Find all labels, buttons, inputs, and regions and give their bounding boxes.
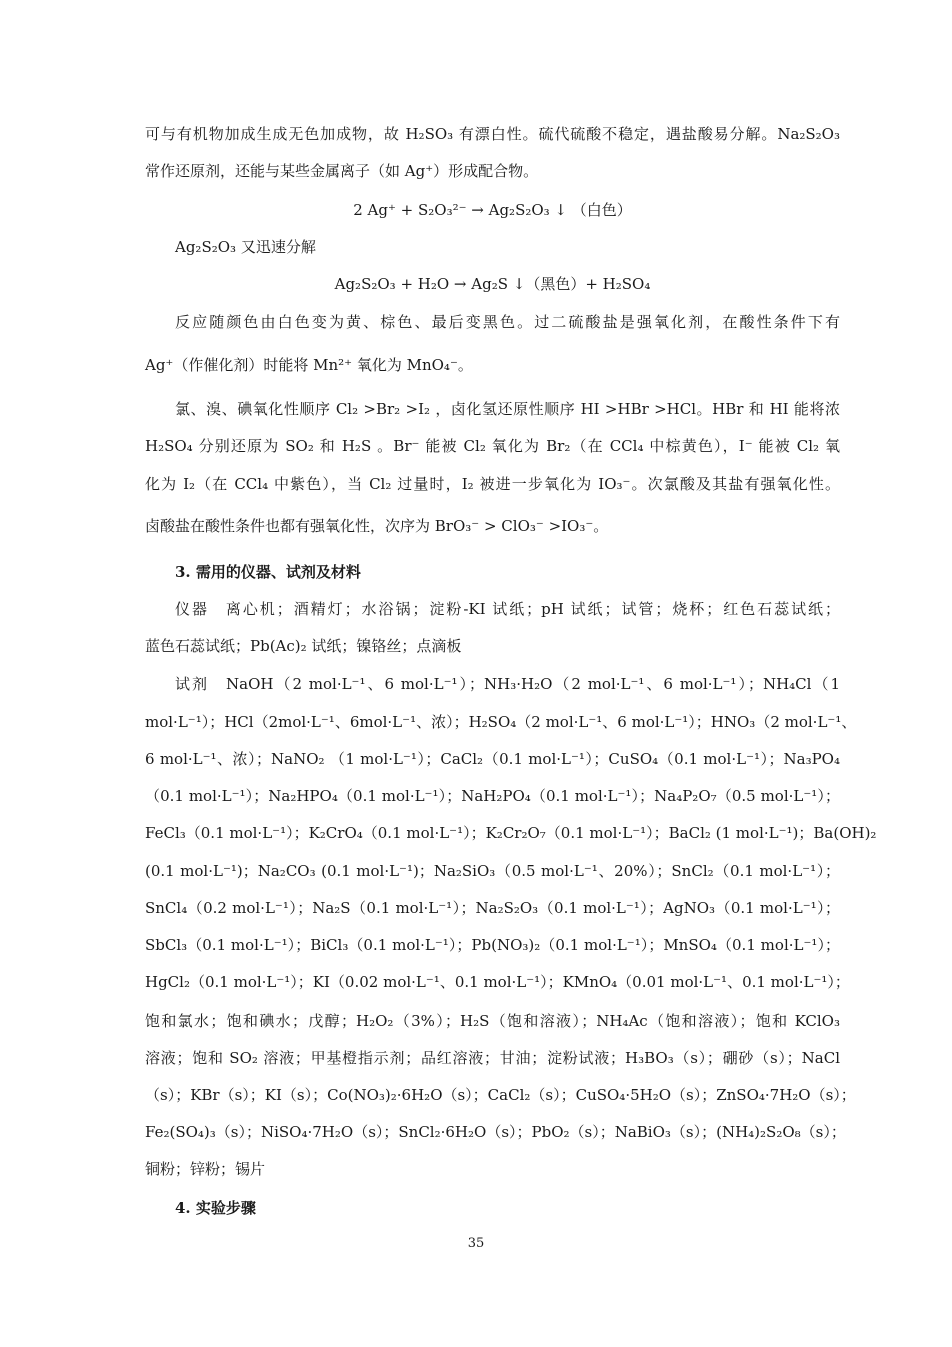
paragraph-line: mol·L⁻¹）；HCl（2mol·L⁻¹、6mol·L⁻¹、浓）；H₂SO₄（2 mol·L⁻¹、6 mol·L⁻¹）；HNO₃（2 mol·L⁻¹、 [145, 713, 857, 731]
paragraph-line: 卤酸盐在酸性条件也都有强氧化性，次序为 BrO₃⁻ > ClO₃⁻ >IO₃⁻。 [145, 517, 609, 535]
paragraph-line: FeCl₃（0.1 mol·L⁻¹）；K₂CrO₄（0.1 mol·L⁻¹）；K₂Cr₂O₇（0.1 mol·L⁻¹）；BaCl₂ (1 mol·L⁻¹)；Ba(OH)₂ [145, 824, 877, 842]
paragraph-line: 仪器 离心机；酒精灯；水浴锅；淀粉-KI 试纸；pH 试纸；试管；烧杯；红色石蕊试纸； [175, 600, 840, 618]
paragraph-line: 溶液；饱和 SO₂ 溶液；甲基橙指示剂；品红溶液；甘油；淀粉试液；H₃BO₃（s）；硼砂（s）；NaCl [145, 1049, 840, 1067]
equation: Ag₂S₂O₃ + H₂O → Ag₂S ↓（黑色）+ H₂SO₄ [334, 275, 651, 293]
paragraph-line: 蓝色石蕊试纸；Pb(Ac)₂ 试纸；镍铬丝；点滴板 [145, 637, 462, 655]
paragraph-line: （0.1 mol·L⁻¹）；Na₂HPO₄（0.1 mol·L⁻¹）；NaH₂PO₄（0.1 mol·L⁻¹）；Na₄P₂O₇（0.5 mol·L⁻¹）； [145, 787, 840, 805]
paragraph-line: 氯、溴、碘氧化性顺序 Cl₂ >Br₂ >I₂ ，卤化氢还原性顺序 HI >HBr >HCl。HBr 和 HI 能将浓 [175, 400, 840, 418]
paragraph-line: HgCl₂（0.1 mol·L⁻¹）；KI（0.02 mol·L⁻¹、0.1 mol·L⁻¹）；KMnO₄（0.01 mol·L⁻¹、0.1 mol·L⁻¹）； [145, 973, 850, 991]
paragraph-line: 化为 I₂（在 CCl₄ 中紫色），当 Cl₂ 过量时，I₂ 被进一步氧化为 IO₃⁻。次氯酸及其盐有强氧化性。 [145, 475, 840, 493]
paragraph-line: 试剂 NaOH（2 mol·L⁻¹、6 mol·L⁻¹）；NH₃·H₂O（2 mol·L⁻¹、6 mol·L⁻¹）；NH₄Cl（1 [175, 675, 840, 693]
equation: 2 Ag⁺ + S₂O₃²⁻ → Ag₂S₂O₃ ↓ （白色） [353, 201, 632, 219]
paragraph-line: SbCl₃（0.1 mol·L⁻¹）；BiCl₃（0.1 mol·L⁻¹）；Pb(NO₃)₂（0.1 mol·L⁻¹）；MnSO₄（0.1 mol·L⁻¹）； [145, 936, 840, 954]
section-heading: 3. 需用的仪器、试剂及材料 [175, 563, 361, 581]
paragraph-line: SnCl₄（0.2 mol·L⁻¹）；Na₂S（0.1 mol·L⁻¹）；Na₂S₂O₃（0.1 mol·L⁻¹）；AgNO₃（0.1 mol·L⁻¹）； [145, 899, 840, 917]
paragraph-line: 可与有机物加成生成无色加成物，故 H₂SO₃ 有漂白性。硫代硫酸不稳定，遇盐酸易分解。Na₂S₂O₃ [145, 125, 840, 143]
paragraph-line: （s）；KBr（s）；KI（s）；Co(NO₃)₂·6H₂O（s）；CaCl₂（s）；CuSO₄·5H₂O（s）；ZnSO₄·7H₂O（s）； [145, 1086, 856, 1104]
paragraph-line: Fe₂(SO₄)₃（s）；NiSO₄·7H₂O（s）；SnCl₂·6H₂O（s）；PbO₂（s）；NaBiO₃（s）；(NH₄)₂S₂O₈（s）； [145, 1123, 846, 1141]
paragraph-line: Ag⁺（作催化剂）时能将 Mn²⁺ 氧化为 MnO₄⁻。 [145, 356, 473, 374]
page-number: 35 [467, 1236, 485, 1251]
paragraph-line: 铜粉；锌粉；锡片 [145, 1160, 266, 1178]
paragraph-line: 饱和氯水；饱和碘水；戊醇；H₂O₂（3%）；H₂S（饱和溶液）；NH₄Ac（饱和溶液）；饱和 KClO₃ [145, 1012, 840, 1030]
paragraph-line: 6 mol·L⁻¹、浓）；NaNO₂ （1 mol·L⁻¹）；CaCl₂（0.1 mol·L⁻¹）；CuSO₄（0.1 mol·L⁻¹）；Na₃PO₄ [145, 750, 840, 768]
paragraph-line: Ag₂S₂O₃ 又迅速分解 [175, 238, 316, 256]
section-heading: 4. 实验步骤 [175, 1199, 256, 1217]
paragraph-line: (0.1 mol·L⁻¹)；Na₂CO₃ (0.1 mol·L⁻¹)；Na₂SiO₃（0.5 mol·L⁻¹、20%）；SnCl₂（0.1 mol·L⁻¹）； [145, 862, 840, 880]
paragraph-line: 常作还原剂，还能与某些金属离子（如 Ag⁺）形成配合物。 [145, 162, 539, 180]
paragraph-line: 反应随颜色由白色变为黄、棕色、最后变黑色。过二硫酸盐是强氧化剂，在酸性条件下有 [175, 313, 840, 331]
paragraph-line: H₂SO₄ 分别还原为 SO₂ 和 H₂S 。Br⁻ 能被 Cl₂ 氧化为 Br₂（在 CCl₄ 中棕黄色），I⁻ 能被 Cl₂ 氧 [145, 437, 840, 455]
